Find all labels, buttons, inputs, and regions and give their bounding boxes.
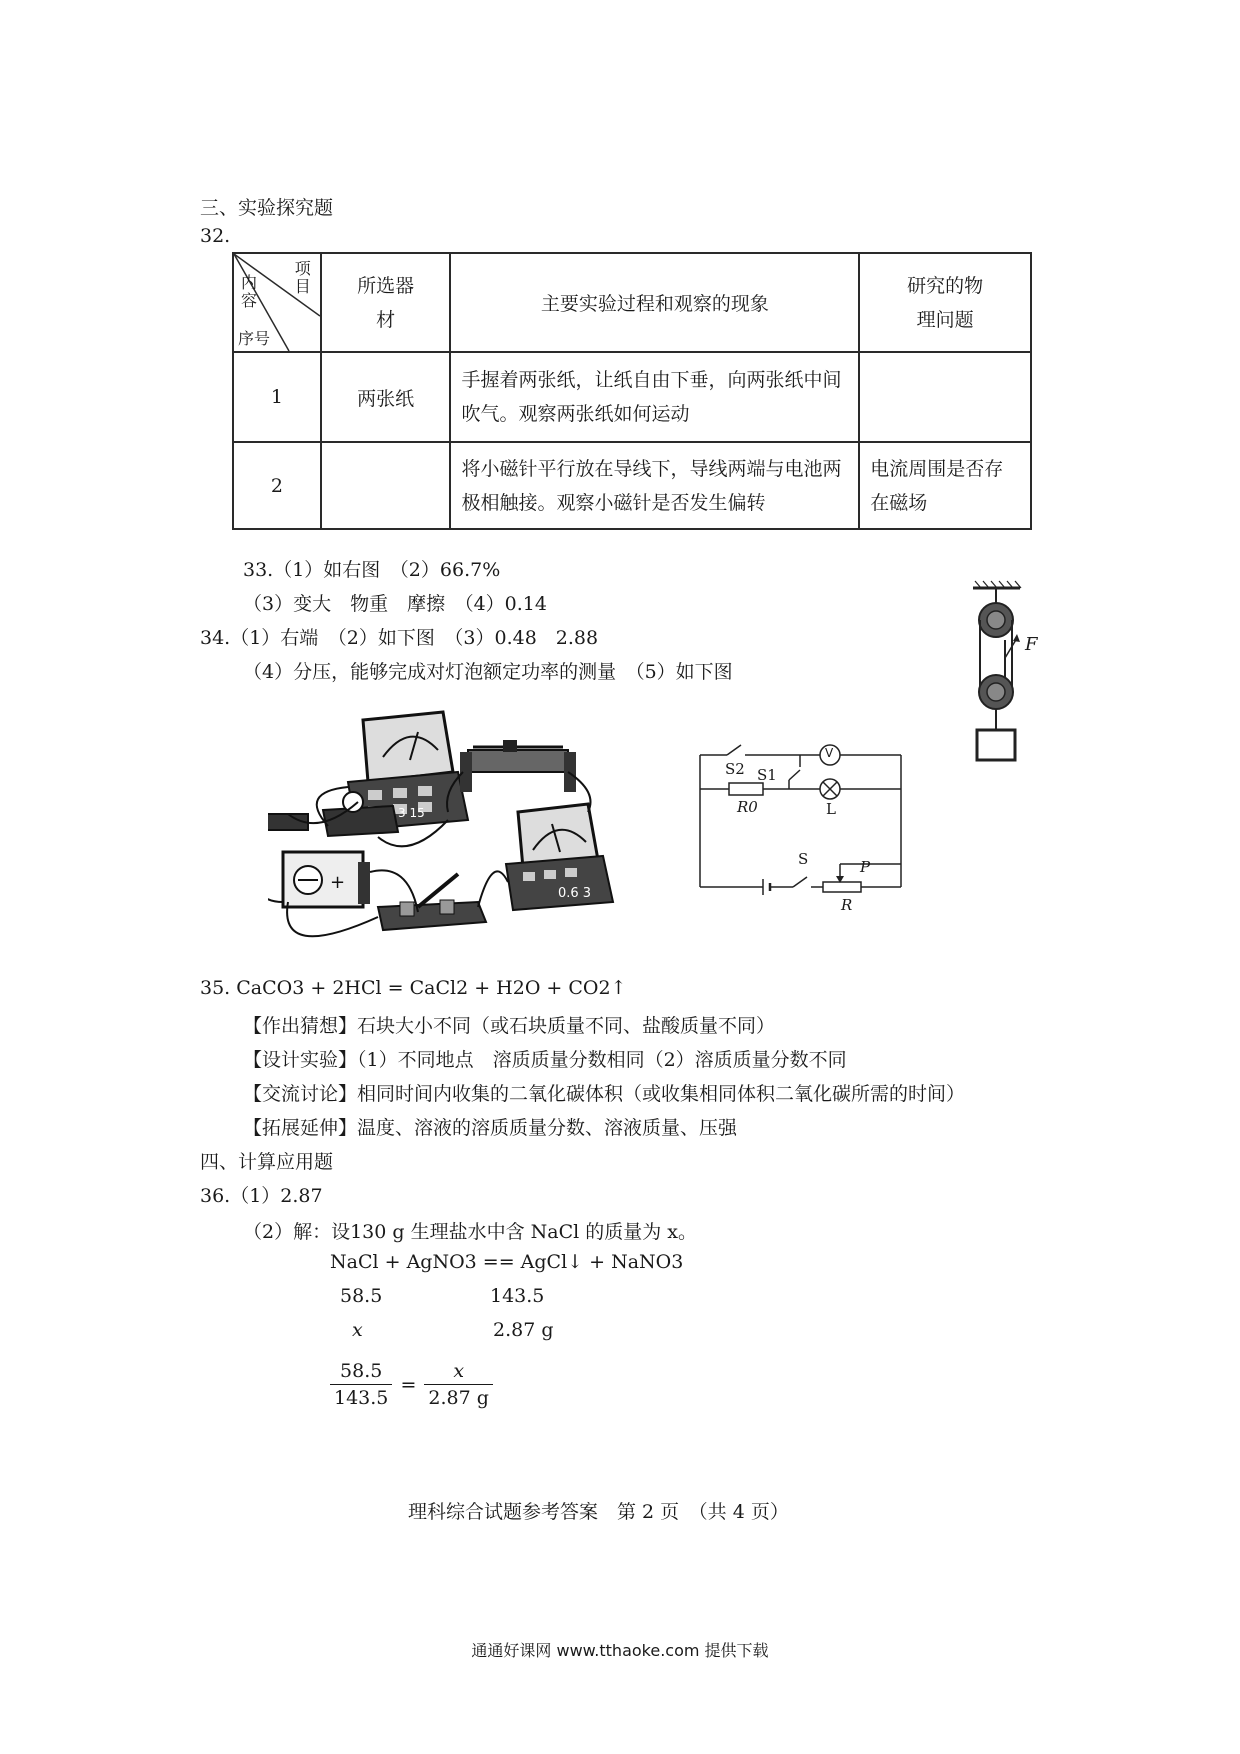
row-index: 2 — [233, 442, 321, 529]
page-footer: 理科综合试题参考答案 第 2 页 （共 4 页） — [408, 1501, 789, 1523]
section-heading-4: 四、计算应用题 — [200, 1151, 334, 1173]
switch-s2-label: S2 — [725, 760, 745, 778]
q36-part2: （2）解：设130 g 生理盐水中含 NaCl 的质量为 x。 — [243, 1221, 697, 1243]
watermark-text: 通通好课网 www.tthaoke.com 提供下载 — [471, 1641, 769, 1660]
diag-label-index: 序号 — [238, 329, 271, 348]
apparatus-drawing — [268, 702, 648, 947]
circuit-diagram — [695, 732, 920, 922]
q35-guess: 【作出猜想】石块大小不同（或石块质量不同、盐酸质量不同） — [243, 1015, 776, 1037]
table-row — [233, 442, 1031, 529]
power-supply — [283, 852, 370, 907]
row-process: 手握着两张纸，让纸自由下垂，向两张纸中间吹气。观察两张纸如何运动 — [450, 352, 859, 442]
fraction-left-denominator: 143.5 — [334, 1387, 389, 1409]
header-equipment: 所选器材 — [357, 274, 415, 331]
table-header-row — [233, 253, 1031, 352]
switch-device — [378, 874, 486, 930]
voltmeter-terminal-label: 3 15 — [398, 806, 425, 820]
row-equipment — [321, 442, 451, 529]
q36-part1: 36.（1）2.87 — [200, 1185, 323, 1207]
q35-discuss: 【交流讨论】相同时间内收集的二氧化碳体积（或收集相同体积二氧化碳所需的时间） — [243, 1083, 966, 1105]
svg-text:+: + — [330, 872, 346, 893]
fraction-left-numerator: 58.5 — [330, 1360, 392, 1385]
q33-line2: （3）变大 物重 摩擦 （4）0.14 — [243, 593, 547, 615]
header-question: 研究的物理问题 — [907, 274, 984, 331]
force-label: F — [1025, 634, 1038, 655]
q35-design: 【设计实验】（1）不同地点 溶质质量分数相同（2）溶质质量分数不同 — [243, 1049, 847, 1071]
q35-extend: 【拓展延伸】温度、溶液的溶质质量分数、溶液质量、压强 — [243, 1117, 738, 1139]
equals-sign: = — [400, 1373, 417, 1396]
diag-label-content: 内容 — [240, 273, 257, 310]
lamp-label: L — [826, 800, 836, 818]
header-process: 主要实验过程和观察的现象 — [540, 293, 769, 315]
table-row — [233, 352, 1031, 442]
experiment-table — [232, 252, 1032, 530]
voltmeter-symbol-label: V — [825, 746, 834, 760]
row-question: 电流周围是否存在磁场 — [859, 442, 1031, 529]
q35-equation: 35. CaCO3 + 2HCl = CaCl2 + H2O + CO2↑ — [200, 977, 627, 999]
diagonal-header-cell — [233, 253, 321, 352]
q36-reaction: NaCl + AgNO3 == AgCl↓ + NaNO3 — [330, 1251, 684, 1273]
q34-line1: 34.（1）右端 （2）如下图 （3）0.48 2.88 — [200, 627, 599, 649]
fraction-right-numerator: x — [424, 1360, 493, 1385]
slider-p-label: P — [860, 858, 871, 876]
fraction-right — [424, 1360, 493, 1409]
q33-line1: 33.（1）如右图 （2）66.7% — [243, 559, 501, 581]
switch-s1-label: S1 — [757, 766, 777, 784]
rheostat-device — [460, 740, 576, 792]
q36-mass-given: 2.87 g — [493, 1319, 554, 1341]
q36-var-x: x — [352, 1319, 363, 1341]
fraction-left — [330, 1360, 392, 1409]
q34-line2: （4）分压，能够完成对灯泡额定功率的测量 （5）如下图 — [243, 661, 733, 683]
q36-mass-agcl: 143.5 — [490, 1285, 545, 1307]
ammeter-terminal-label: 0.6 3 — [558, 886, 592, 901]
pulley-diagram — [965, 578, 1038, 768]
q36-mass-nacl: 58.5 — [340, 1285, 383, 1307]
section-heading-3: 三、实验探究题 — [200, 197, 334, 219]
diag-label-item: 项目 — [294, 259, 311, 296]
resistor-r0-label: R0 — [737, 798, 758, 816]
row-index: 1 — [233, 352, 321, 442]
row-equipment: 两张纸 — [321, 352, 451, 442]
fraction-right-denominator: 2.87 g — [428, 1387, 489, 1409]
row-question — [859, 352, 1031, 442]
question-number-32: 32. — [200, 225, 231, 247]
row-process: 将小磁针平行放在导线下，导线两端与电池两极相触接。观察小磁针是否发生偏转 — [450, 442, 859, 529]
switch-s-label: S — [798, 850, 809, 868]
rheostat-r-label: R — [841, 896, 853, 914]
proportion-equation — [330, 1360, 493, 1409]
